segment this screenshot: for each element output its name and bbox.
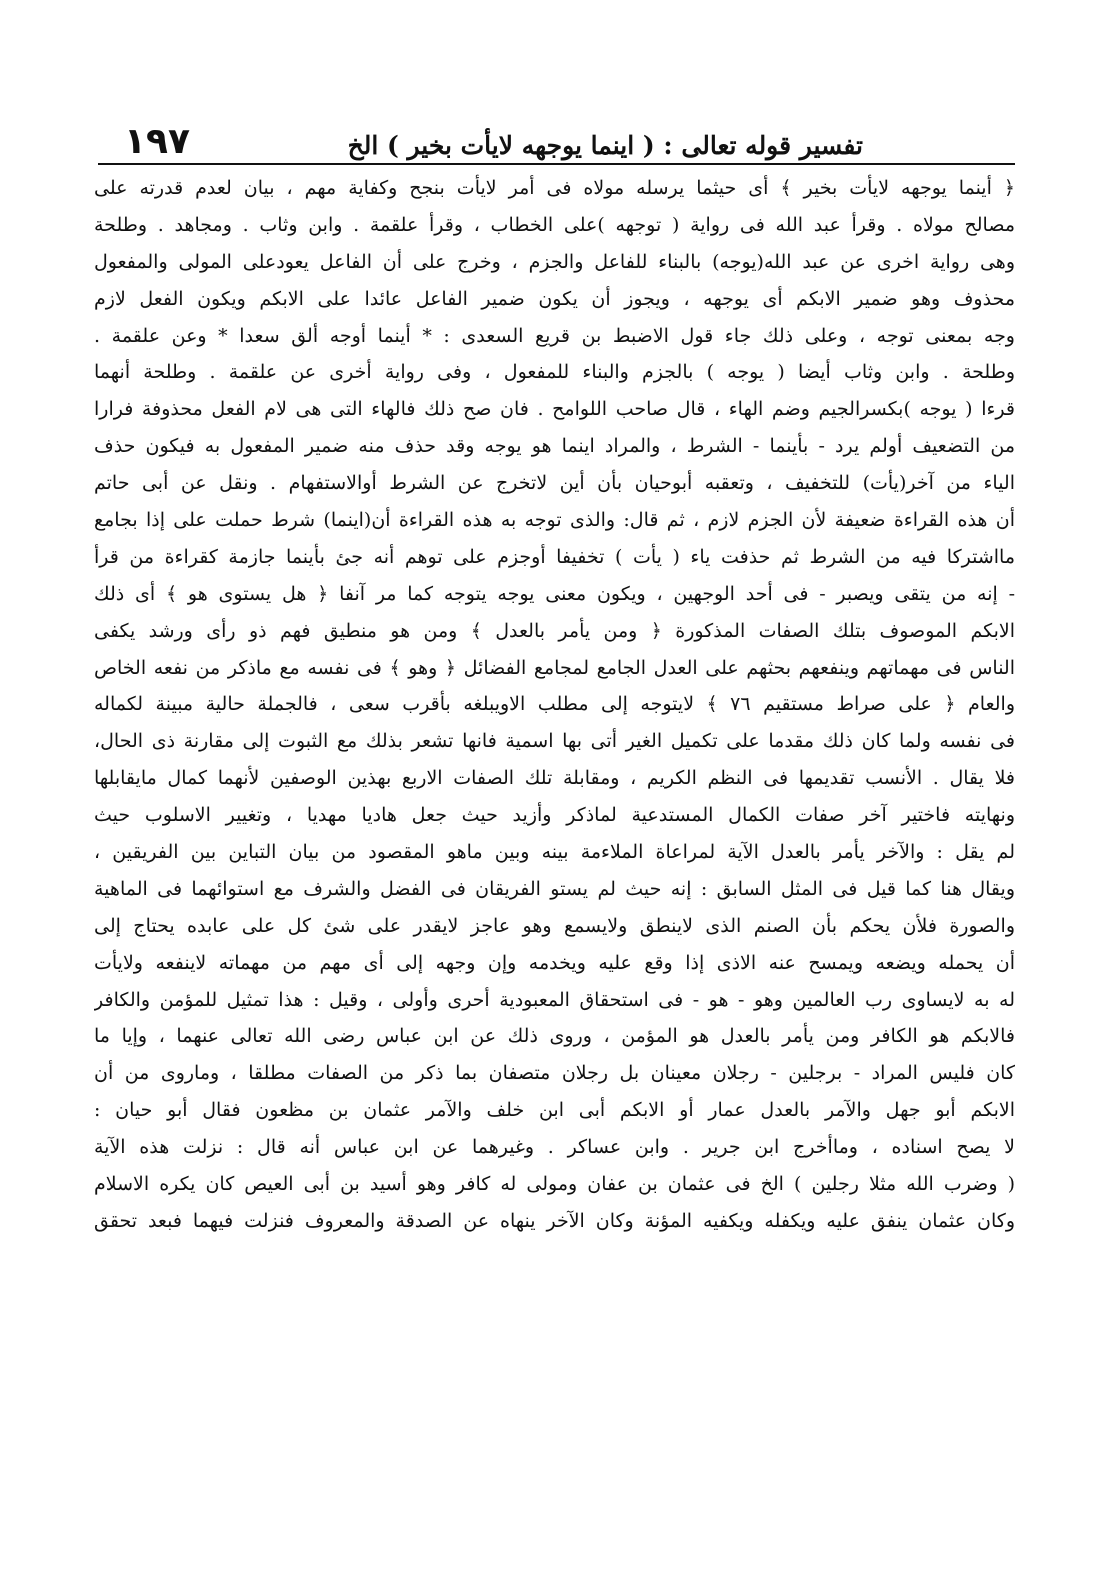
text-line: وجه بمعنى توجه ، وعلى ذلك جاء قول الاضبط بن قريع السعدى : * أينما أوجه ألق سعدا * وعن علقمة . — [94, 324, 1015, 347]
text-line: فلا يقال . الأنسب تقديمها فى النظم الكريم ، ومقابلة تلك الصفات الاربع بهذين الوصفين لأنهما كمال مايقابلها — [94, 767, 1015, 790]
text-line: وطلحة . وابن وثاب أيضا ( يوجه ) بالجزم والبناء للمفعول ، وفى رواية أخرى عن علقمة . وطلحة أنهما — [94, 361, 1015, 384]
text-line: الناس فى مهماتهم وينفعهم بحثهم على العدل الجامع لمجامع الفضائل ﴿ وهو ﴾ فى نفسه مع ماذكر من نفعه الخاص — [94, 656, 1015, 679]
text-line: والعام ﴿ على صراط مستقيم ٧٦ ﴾ لايتوجه إلى مطلب الاويبلغه بأقرب سعى ، فالجملة حالية مبينة لكماله — [94, 693, 1015, 716]
text-line: - إنه من يتقى ويصبر - فى أحد الوجهين ، ويكون معنى يوجه يتوجه كما مر آنفا ﴿ هل يستوى هو ﴾ أى ذلك — [94, 582, 1015, 605]
text-line: مصالح مولاه . وقرأ عبد الله فى رواية ( توجهه )على الخطاب ، وقرأ علقمة . وابن وثاب . ومجاهد . وطلحة — [94, 213, 1015, 236]
text-line: الابكم أبو جهل والآمر بالعدل عمار أو الابكم أبى ابن خلف والآمر عثمان بن مظعون فقال أبو حيان : — [94, 1099, 1015, 1122]
text-line: والصورة فلأن يحكم بأن الصنم الذى لاينطق ولايسمع وهو عاجز لايقدر على شئ كل على عابده يحتاج إلى — [94, 914, 1015, 937]
body-text — [94, 170, 1015, 1240]
page-number: ١٩٧ — [124, 121, 190, 162]
text-line: لا يصح اسناده ، وماأخرج ابن جرير . وابن عساكر . وغيرهما عن ابن عباس أنه قال : نزلت هذه الآية — [94, 1136, 1015, 1159]
header-divider — [98, 163, 1015, 165]
text-line: وكان عثمان ينفق عليه ويكفله ويكفيه المؤنة وكان الآخر ينهاه عن الصدقة والمعروف فنزلت فيهما فبعد تحقق — [94, 1209, 1015, 1232]
text-line: أن هذه القراءة ضعيفة لأن الجزم لازم ، ثم قال: والذى توجه به هذه القراءة أن(اينما) شرط حملت على إذا بجامع — [94, 509, 1015, 532]
text-line: من التضعيف أولم يرد - بأينما - الشرط ، والمراد اينما هو يوجه وقد حذف منه ضمير المفعول به فيكون حذف — [94, 435, 1015, 458]
text-line: قرءا ( يوجه )بكسرالجيم وضم الهاء ، قال صاحب اللوامح . فان صح ذلك فالهاء التى هى لام الفعل محذوفة فرارا — [94, 398, 1015, 421]
text-line: له به لايساوى رب العالمين وهو - هو - فى استحقاق المعبودية أحرى وأولى ، وقيل : هذا تمثيل للمؤمن والكافر — [94, 988, 1015, 1011]
text-line: لم يقل : والآخر يأمر بالعدل الآية لمراعاة الملاءمة بينه وبين ماهو المقصود من بيان التباين بين الفريقين ، — [94, 841, 1015, 864]
text-line: مااشتركا فيه من الشرط ثم حذفت ياء ( يأت ) تخفيفا أوجزم على توهم أنه جئ بأينما جازمة كقراءة من قرأ — [94, 545, 1015, 568]
text-line: كان فليس المراد - برجلين - رجلان معينان بل رجلان متصفان بما ذكر من الصفات مطلقا ، وماروى من أن — [94, 1062, 1015, 1085]
text-line: الابكم الموصوف بتلك الصفات المذكورة ﴿ ومن يأمر بالعدل ﴾ ومن هو منطيق فهم ذو رأى ورشد يكفى — [94, 619, 1015, 642]
text-line: فالابكم هو الكافر ومن يأمر بالعدل هو المؤمن ، وروى ذلك عن ابن عباس رضى الله تعالى عنهما ، وإيا ما — [94, 1025, 1015, 1048]
text-line: وهى رواية اخرى عن عبد الله(يوجه) بالبناء للفاعل والجزم ، وخرج على أن الفاعل يعودعلى المولى والمفعول — [94, 250, 1015, 273]
text-line: أن يحمله ويضعه ويمسح عنه الاذى إذا وقع عليه ويخدمه وإن وجهه إلى أى مهم من مهماته لاينفعه ولايأت — [94, 951, 1015, 974]
text-line: ويقال هنا كما قيل فى المثل السابق : إنه حيث لم يستو الفريقان فى الفضل والشرف مع استوائهما فى الماهية — [94, 877, 1015, 900]
text-line: الياء من آخر(يأت) للتخفيف ، وتعقبه أبوحيان بأن أين لاتخرج عن الشرط أوالاستفهام . ونقل عن أبى حاتم — [94, 472, 1015, 495]
text-line: ( وضرب الله مثلا رجلين ) الخ فى عثمان بن عفان ومولى له كافر وهو أسيد بن أبى العيص كان يكره الاسلام — [94, 1173, 1015, 1196]
text-line: ونهايته فاختير آخر صفات الكمال المستدعية لماذكر وأزيد حيث جعل هاديا مهديا ، وتغيير الاسلوب حيث — [94, 804, 1015, 827]
text-line: فى نفسه ولما كان ذلك مقدما على تكميل الغير أتى بها اسمية فانها تشعر بذلك مع الثبوت إلى مقارنة ذى الحال، — [94, 730, 1015, 753]
text-line: محذوف وهو ضمير الابكم أى يوجهه ، ويجوز أن يكون ضمير الفاعل عائدا على الابكم ويكون الفعل لازم — [94, 287, 1015, 310]
page-header — [100, 112, 1013, 160]
text-line: ﴿ أينما يوجهه لايأت بخير ﴾ أى حيثما يرسله مولاه فى أمر لايأت بنجح وكفاية مهم ، بيان لعدم قدرته على — [94, 177, 1015, 199]
running-title: تفسير قوله تعالى : ( اينما يوجهه لايأت بخير ) الخ — [347, 131, 863, 160]
